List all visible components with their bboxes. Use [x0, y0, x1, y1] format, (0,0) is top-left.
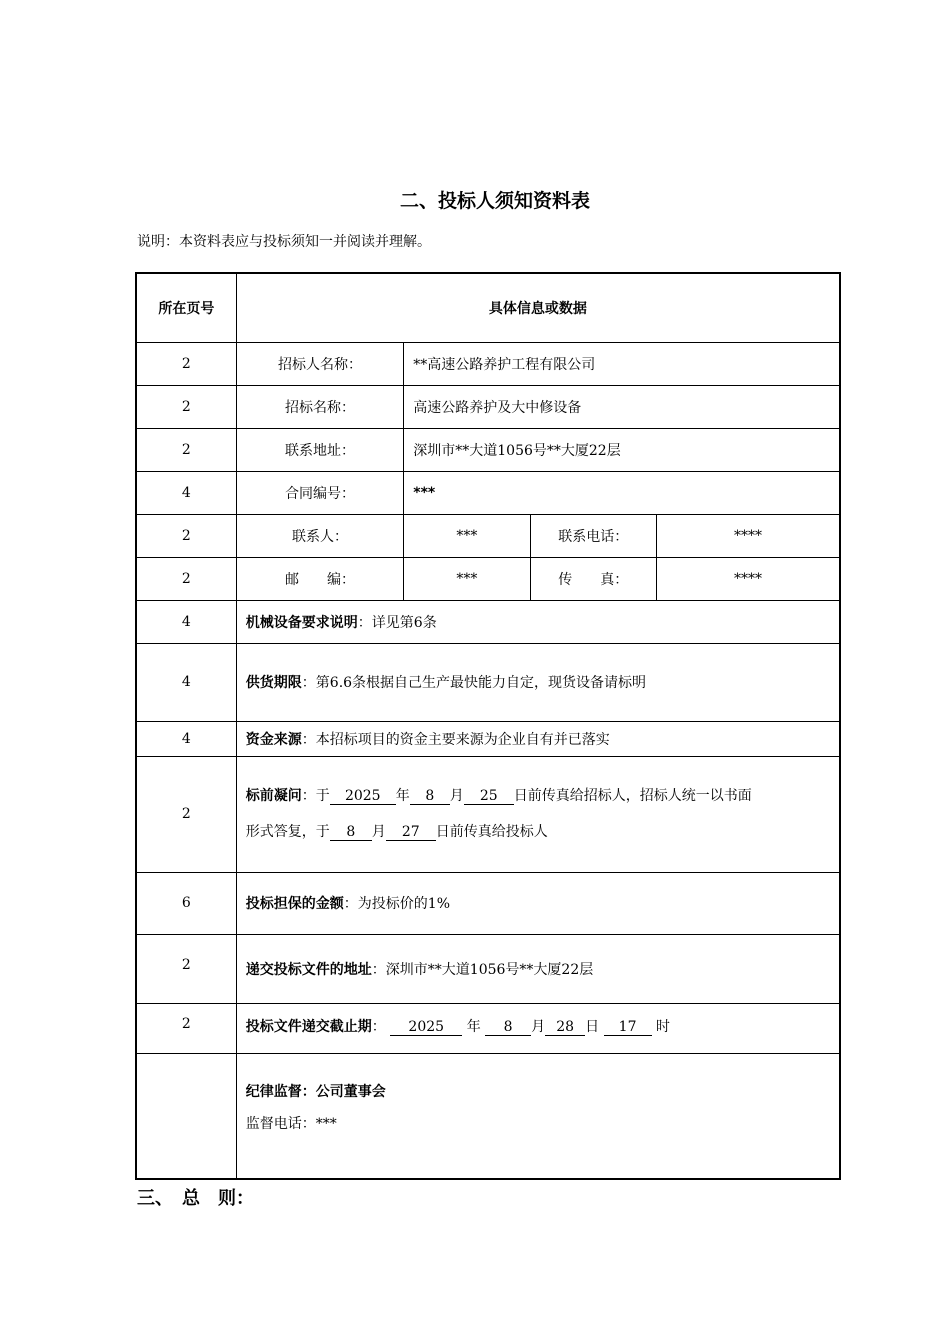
contact-value: ***: [404, 514, 530, 557]
page-number: 4: [136, 600, 236, 643]
submit-address-label: 递交投标文件的地址: [245, 961, 372, 978]
query-day-2: 27: [386, 824, 436, 841]
tenderer-label: 招标人名称：: [236, 342, 403, 385]
query-month-2: 8: [330, 824, 372, 841]
month-unit: 月: [531, 1018, 546, 1035]
row-postcode: [136, 557, 840, 600]
page-number: 4: [136, 643, 236, 721]
contract-value: ***: [404, 471, 840, 514]
query-day: 25: [464, 788, 514, 805]
address-value: 深圳市**大道1056号**大厦22层: [404, 428, 840, 471]
postcode-value: ***: [404, 557, 530, 600]
postcode-label: 邮 编：: [236, 557, 403, 600]
submit-address-text: 深圳市**大道1056号**大厦22层: [385, 961, 594, 978]
deadline-hour: 17: [604, 1019, 652, 1036]
header-info-col: 具体信息或数据: [236, 273, 840, 342]
year-unit: 年: [395, 788, 410, 804]
deadline-month: 8: [485, 1019, 531, 1036]
row-delivery: [136, 643, 840, 721]
supervision-label: 纪律监督：公司董事会: [245, 1083, 386, 1100]
colon: ：: [371, 1018, 386, 1035]
table-header-row: [136, 273, 840, 342]
equipment-text: 详见第6条: [371, 614, 437, 631]
page-number: 2: [136, 934, 236, 1003]
query-text: 日前传真给招标人，招标人统一以书面: [513, 788, 752, 804]
month-unit: 月: [449, 788, 464, 804]
query-text: 形式答复，于: [245, 824, 330, 840]
tender-name-label: 招标名称：: [236, 385, 403, 428]
phone-label: 联系电话：: [530, 514, 656, 557]
funding-label: 资金来源: [245, 731, 302, 748]
funding-text: 本招标项目的资金主要来源为企业自有并已落实: [315, 731, 610, 748]
delivery-label: 供货期限: [245, 675, 302, 691]
address-label: 联系地址：: [236, 428, 403, 471]
info-table: [135, 272, 841, 1180]
row-query: [136, 756, 840, 872]
contact-label: 联系人：: [236, 514, 403, 557]
row-equipment: [136, 600, 840, 643]
page-number: 2: [136, 756, 236, 872]
deadline-day: 28: [545, 1019, 585, 1036]
page-number: 6: [136, 872, 236, 934]
section-heading: 三、 总 则：: [137, 1188, 254, 1209]
day-unit: 日: [585, 1018, 600, 1035]
page-number: 2: [136, 514, 236, 557]
page-number: 4: [136, 721, 236, 756]
query-line-2: [246, 821, 839, 843]
guarantee-text: 为投标价的1%: [357, 896, 450, 912]
supervision-phone: 监督电话：***: [245, 1115, 337, 1132]
deadline-cell: [236, 1003, 840, 1053]
delivery-text: 第6.6条根据自己生产最快能力自定，现货设备请标明: [315, 675, 647, 691]
colon: ：: [301, 675, 316, 691]
colon: ：: [301, 788, 316, 804]
query-line-1: [246, 785, 839, 807]
equipment-cell: [236, 600, 840, 643]
month-unit: 月: [371, 824, 386, 840]
colon: ：: [371, 961, 386, 978]
row-address: [136, 428, 840, 471]
page-number: 2: [136, 385, 236, 428]
fax-value: ****: [656, 557, 840, 600]
page-number: 2: [136, 1003, 236, 1053]
row-contract: [136, 471, 840, 514]
deadline-year: 2025: [390, 1019, 462, 1036]
page-number: 2: [136, 557, 236, 600]
query-text: 日前传真给投标人: [435, 824, 548, 840]
guarantee-cell: [236, 872, 840, 934]
submit-address-cell: [236, 934, 840, 1003]
row-contact: [136, 514, 840, 557]
query-cell: [236, 756, 840, 872]
funding-cell: [236, 721, 840, 756]
query-month: 8: [410, 788, 450, 805]
contract-label: 合同编号：: [236, 471, 403, 514]
query-label: 标前凝问: [245, 788, 302, 804]
phone-value: ****: [656, 514, 840, 557]
row-tender-name: [136, 385, 840, 428]
supervision-cell: [236, 1053, 840, 1179]
page-number: 4: [136, 471, 236, 514]
guarantee-label: 投标担保的金额: [245, 896, 344, 912]
table-note: 说明：本资料表应与投标须知一并阅读并理解。: [137, 234, 431, 250]
row-supervision: [136, 1053, 840, 1179]
colon: ：: [343, 896, 358, 912]
page-title: 二、投标人须知资料表: [399, 190, 590, 212]
query-year: 2025: [330, 788, 396, 805]
query-text: 于: [315, 788, 330, 804]
header-page-col: 所在页号: [136, 273, 236, 342]
page-number: 2: [136, 342, 236, 385]
colon: ：: [357, 614, 372, 631]
colon: ：: [301, 731, 316, 748]
hour-unit: 时: [656, 1018, 671, 1035]
equipment-label: 机械设备要求说明: [245, 614, 358, 631]
row-guarantee: [136, 872, 840, 934]
deadline-label: 投标文件递交截止期: [245, 1018, 372, 1035]
row-funding: [136, 721, 840, 756]
year-unit: 年: [466, 1018, 481, 1035]
fax-label: 传 真：: [530, 557, 656, 600]
row-tenderer: [136, 342, 840, 385]
delivery-cell: [236, 643, 840, 721]
row-submit-address: [136, 934, 840, 1003]
tenderer-value: **高速公路养护工程有限公司: [404, 342, 840, 385]
page-number: [136, 1053, 236, 1179]
row-deadline: [136, 1003, 840, 1053]
tender-name-value: 高速公路养护及大中修设备: [404, 385, 840, 428]
page-number: 2: [136, 428, 236, 471]
